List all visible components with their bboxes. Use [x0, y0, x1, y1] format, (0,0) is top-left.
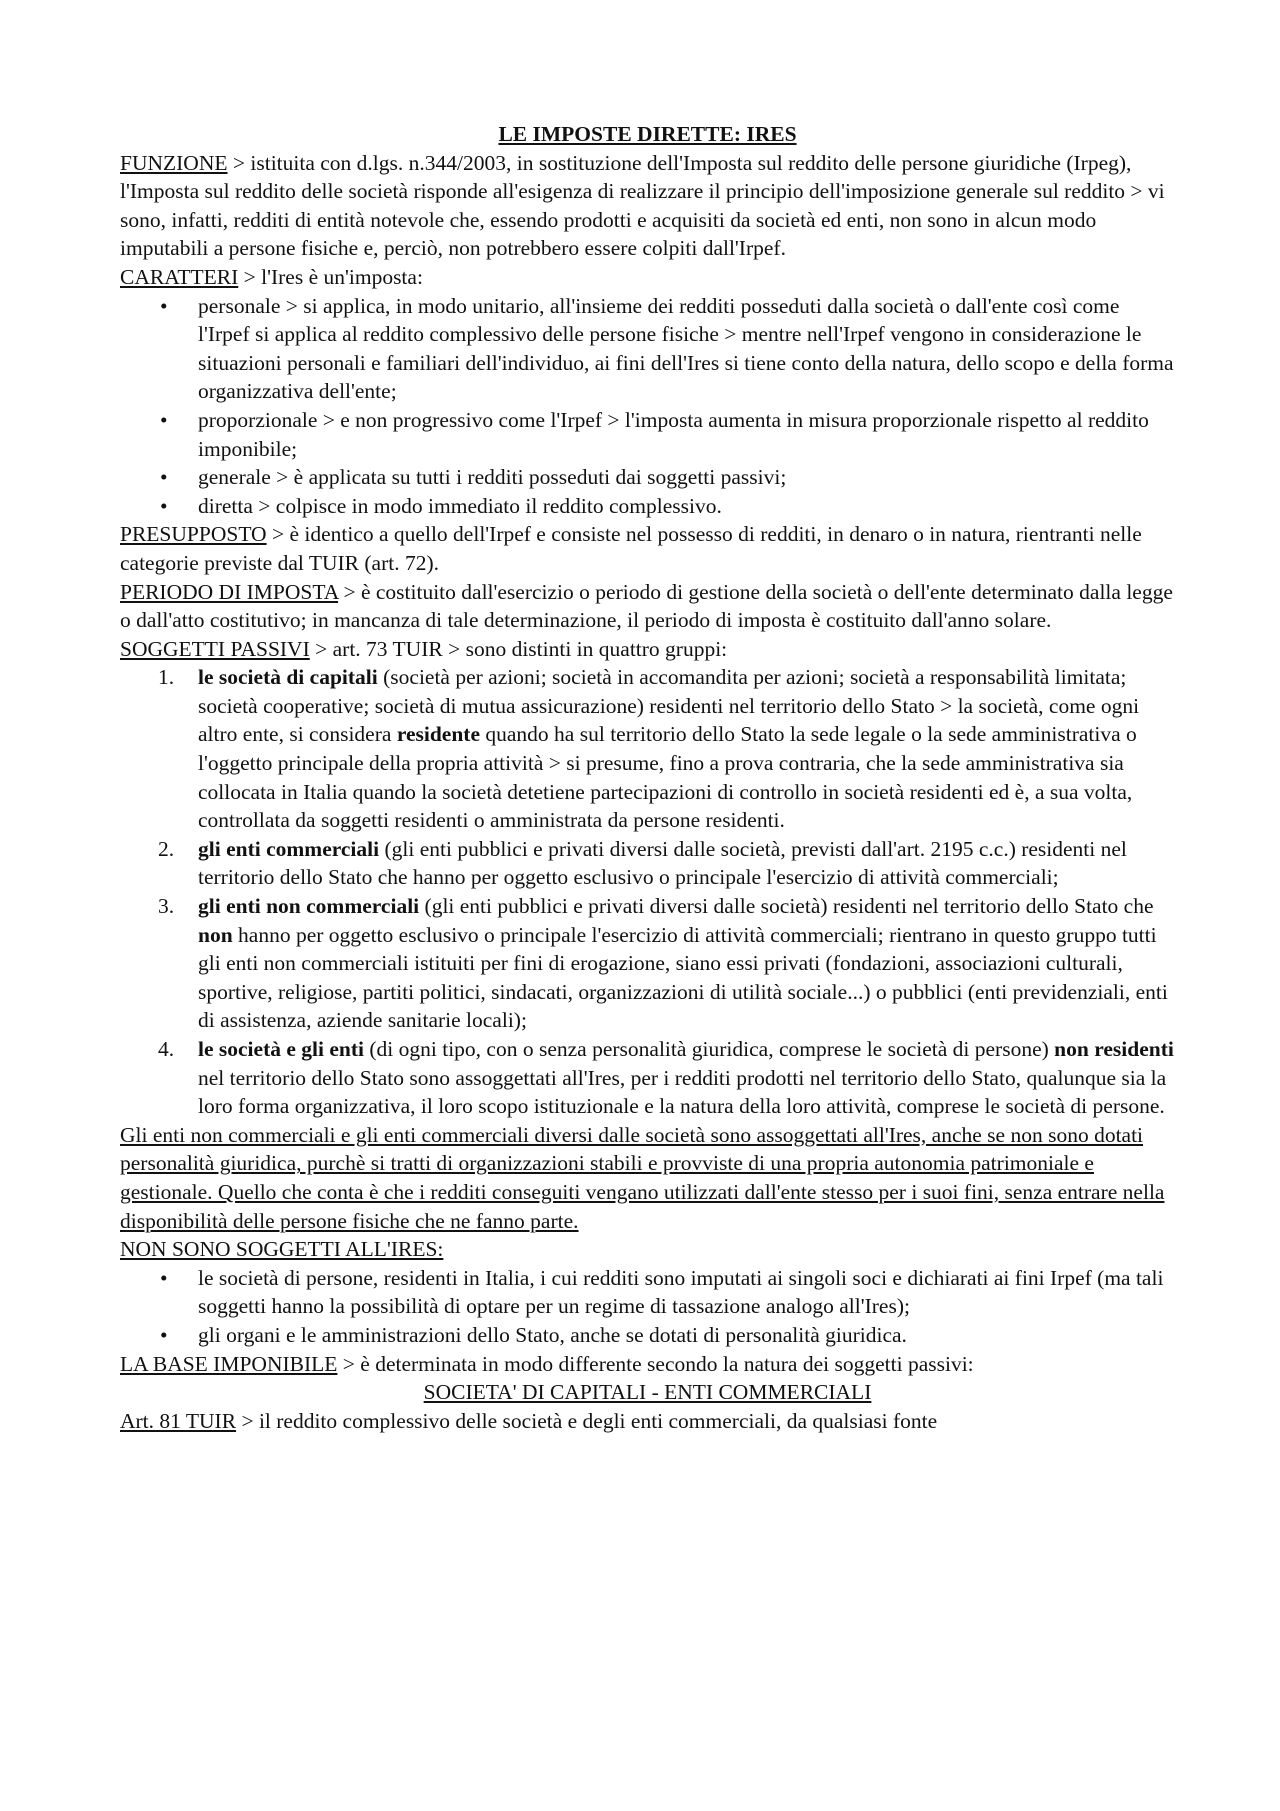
section-label-caratteri: CARATTERI [120, 264, 239, 289]
soggetti-list [120, 663, 1175, 1121]
document-page [120, 120, 1175, 1435]
art81-text: > il reddito complessivo delle società e degli enti commerciali, da qualsiasi fonte [236, 1408, 938, 1433]
section-label-presupposto: PRESUPPOSTO [120, 522, 267, 547]
paragraph-soggetti [120, 635, 1175, 664]
item-text: (gli enti pubblici e privati diversi dalle società) residenti nel territorio dello Stato che [419, 894, 1154, 919]
funzione-text: > istituita con d.lgs. n.344/2003, in sostituzione dell'Imposta sul reddito delle persone giuridiche (Irpeg), l'Imposta sul reddito delle società risponde all'esigenza di realizzare il principio dell'imposizione generale sul reddito > vi sono, infatti, redditi di entità notevole che, essendo prodotti e acquisiti da società ed enti, non sono in alcun modo imputabili a persone fisiche e, perciò, non potrebbero essere colpiti dall'Irpef. [120, 150, 1165, 261]
list-item: • gli organi e le amministrazioni dello Stato, anche se dotati di personalità giuridica. [198, 1321, 1175, 1350]
list-item: • proporzionale > e non progressivo come l'Irpef > l'imposta aumenta in misura proporzionale rispetto al reddito imponibile; [198, 406, 1175, 463]
bold-term: residente [396, 722, 481, 747]
section-label-funzione: FUNZIONE [120, 150, 228, 175]
item-text: (gli enti pubblici e privati diversi dalle società, previsti dall'art. 2195 c.c.) residenti nel territorio dello Stato che hanno per oggetto esclusivo o principale l'esercizio di attività commerciali; [198, 836, 1127, 890]
bold-term: le società e gli enti [198, 1037, 364, 1061]
list-item [158, 1035, 1175, 1121]
paragraph-caratteri [120, 263, 1175, 292]
item-text: (società per azioni; società in accomandita per azioni; società a responsabilità limitata; società cooperative; società di mutua assicurazione) residenti nel territorio dello Stato > la società, come ogni altro ente, si considera [198, 665, 1140, 747]
paragraph-periodo [120, 578, 1175, 635]
bold-term: gli enti non commerciali [198, 894, 420, 919]
list-number: 1. [158, 665, 175, 690]
paragraph-base [120, 1350, 1175, 1379]
item-text: hanno per oggetto esclusivo o principale l'esercizio di attività commerciali; rientrano in questo gruppo tutti gli enti non commerciali istituiti per fini di erogazione, siano essi privati (fondazioni, associazioni culturali, sportive, religiose, partiti politici, sindacati, organizzazioni di utilità sociale...) o pubblici (enti previdenziali, enti di assistenza, aziende sanitarie locali); [198, 922, 1168, 1033]
item-text: (di ogni tipo, con o senza personalità giuridica, comprese le società di persone) [363, 1037, 1055, 1061]
section-subtitle: SOCIETA' DI CAPITALI - ENTI COMMERCIALI [423, 1380, 872, 1405]
list-number: 3. [158, 894, 175, 919]
section-label-soggetti: SOGGETTI PASSIVI [120, 636, 310, 661]
section-label-non-soggetti: NON SONO SOGGETTI ALL'IRES: [120, 1237, 444, 1262]
list-item: • le società di persone, residenti in Italia, i cui redditi sono imputati ai singoli soci e dichiarati ai fini Irpef (ma tali soggetti hanno la possibilità di optare per un regime di tassazione analogo all'Ires); [198, 1264, 1175, 1321]
section-label-art81: Art. 81 TUIR [120, 1408, 237, 1433]
list-item [158, 663, 1175, 835]
paragraph-art81 [120, 1407, 1175, 1436]
item-text: quando ha sul territorio dello Stato la sede legale o la sede amministrativa o l'oggetto principale della propria attività > si presume, fino a prova contraria, che la sede amministrativa sia collocata in Italia quando la società detetiene partecipazioni di controllo in società residenti ed è, a sua volta, controllata da soggetti residenti o amministrata da persone residenti. [198, 722, 1137, 833]
section-label-base: LA BASE IMPONIBILE [120, 1351, 338, 1376]
list-item [158, 835, 1175, 892]
caratteri-text: > l'Ires è un'imposta: [238, 264, 423, 289]
presupposto-text: > è identico a quello dell'Irpef e consiste nel possesso di redditi, in denaro o in natura, rientranti nelle categorie previste dal TUIR (art. 72). [120, 522, 1142, 575]
bold-term: non residenti [1054, 1037, 1174, 1061]
list-item [158, 892, 1175, 1035]
soggetti-text: > art. 73 TUIR > sono distinti in quattro gruppi: [309, 636, 728, 661]
list-number: 4. [158, 1037, 175, 1061]
bold-term: gli enti commerciali [198, 836, 380, 861]
paragraph-funzione [120, 149, 1175, 263]
non-soggetti-list [120, 1264, 1175, 1350]
section-label-periodo: PERIODO DI IMPOSTA [120, 579, 339, 604]
list-item: • generale > è applicata su tutti i redditi posseduti dai soggetti passivi; [198, 463, 1175, 492]
document-title: LE IMPOSTE DIRETTE: IRES [498, 122, 797, 146]
paragraph-presupposto [120, 520, 1175, 577]
item-text: nel territorio dello Stato sono assoggettati all'Ires, per i redditi prodotti nel territorio dello Stato, qualunque sia la loro forma organizzativa, il loro scopo istituzionale e la natura della loro attività, comprese le società di persone. [198, 1065, 1167, 1119]
base-text: > è determinata in modo differente secondo la natura dei soggetti passivi: [337, 1351, 974, 1376]
caratteri-list [120, 292, 1175, 521]
periodo-text: > è costituito dall'esercizio o periodo di gestione della società o dell'ente determinato dalla legge o dall'atto costitutivo; in mancanza di tale determinazione, il periodo di imposta è costituito dall'anno solare. [120, 579, 1173, 633]
bold-term: le società di capitali [198, 665, 378, 690]
list-item: • personale > si applica, in modo unitario, all'insieme dei redditi posseduti dalla società o dall'ente così come l'Irpef si applica al reddito complessivo delle persone fisiche > mentre nell'Irpef vengono in considerazione le situazioni personali e familiari dell'individuo, ai fini dell'Ires si tiene conto della natura, dello scopo e della forma organizzativa dell'ente; [198, 292, 1175, 406]
bold-term: non [198, 922, 233, 947]
underlined-note: Gli enti non commerciali e gli enti commerciali diversi dalle società sono assoggettati all'Ires, anche se non sono dotati personalità giuridica, purchè si tratti di organizzazioni stabili e provviste di una propria autonomia patrimoniale e gestionale. Quello che conta è che i redditi conseguiti vengano utilizzati dall'ente stesso per i suoi fini, senza entrare nella disponibilità delle persone fisiche che ne fanno parte. [120, 1122, 1165, 1233]
list-number: 2. [158, 836, 175, 861]
list-item: • diretta > colpisce in modo immediato il reddito complessivo. [198, 492, 1175, 521]
